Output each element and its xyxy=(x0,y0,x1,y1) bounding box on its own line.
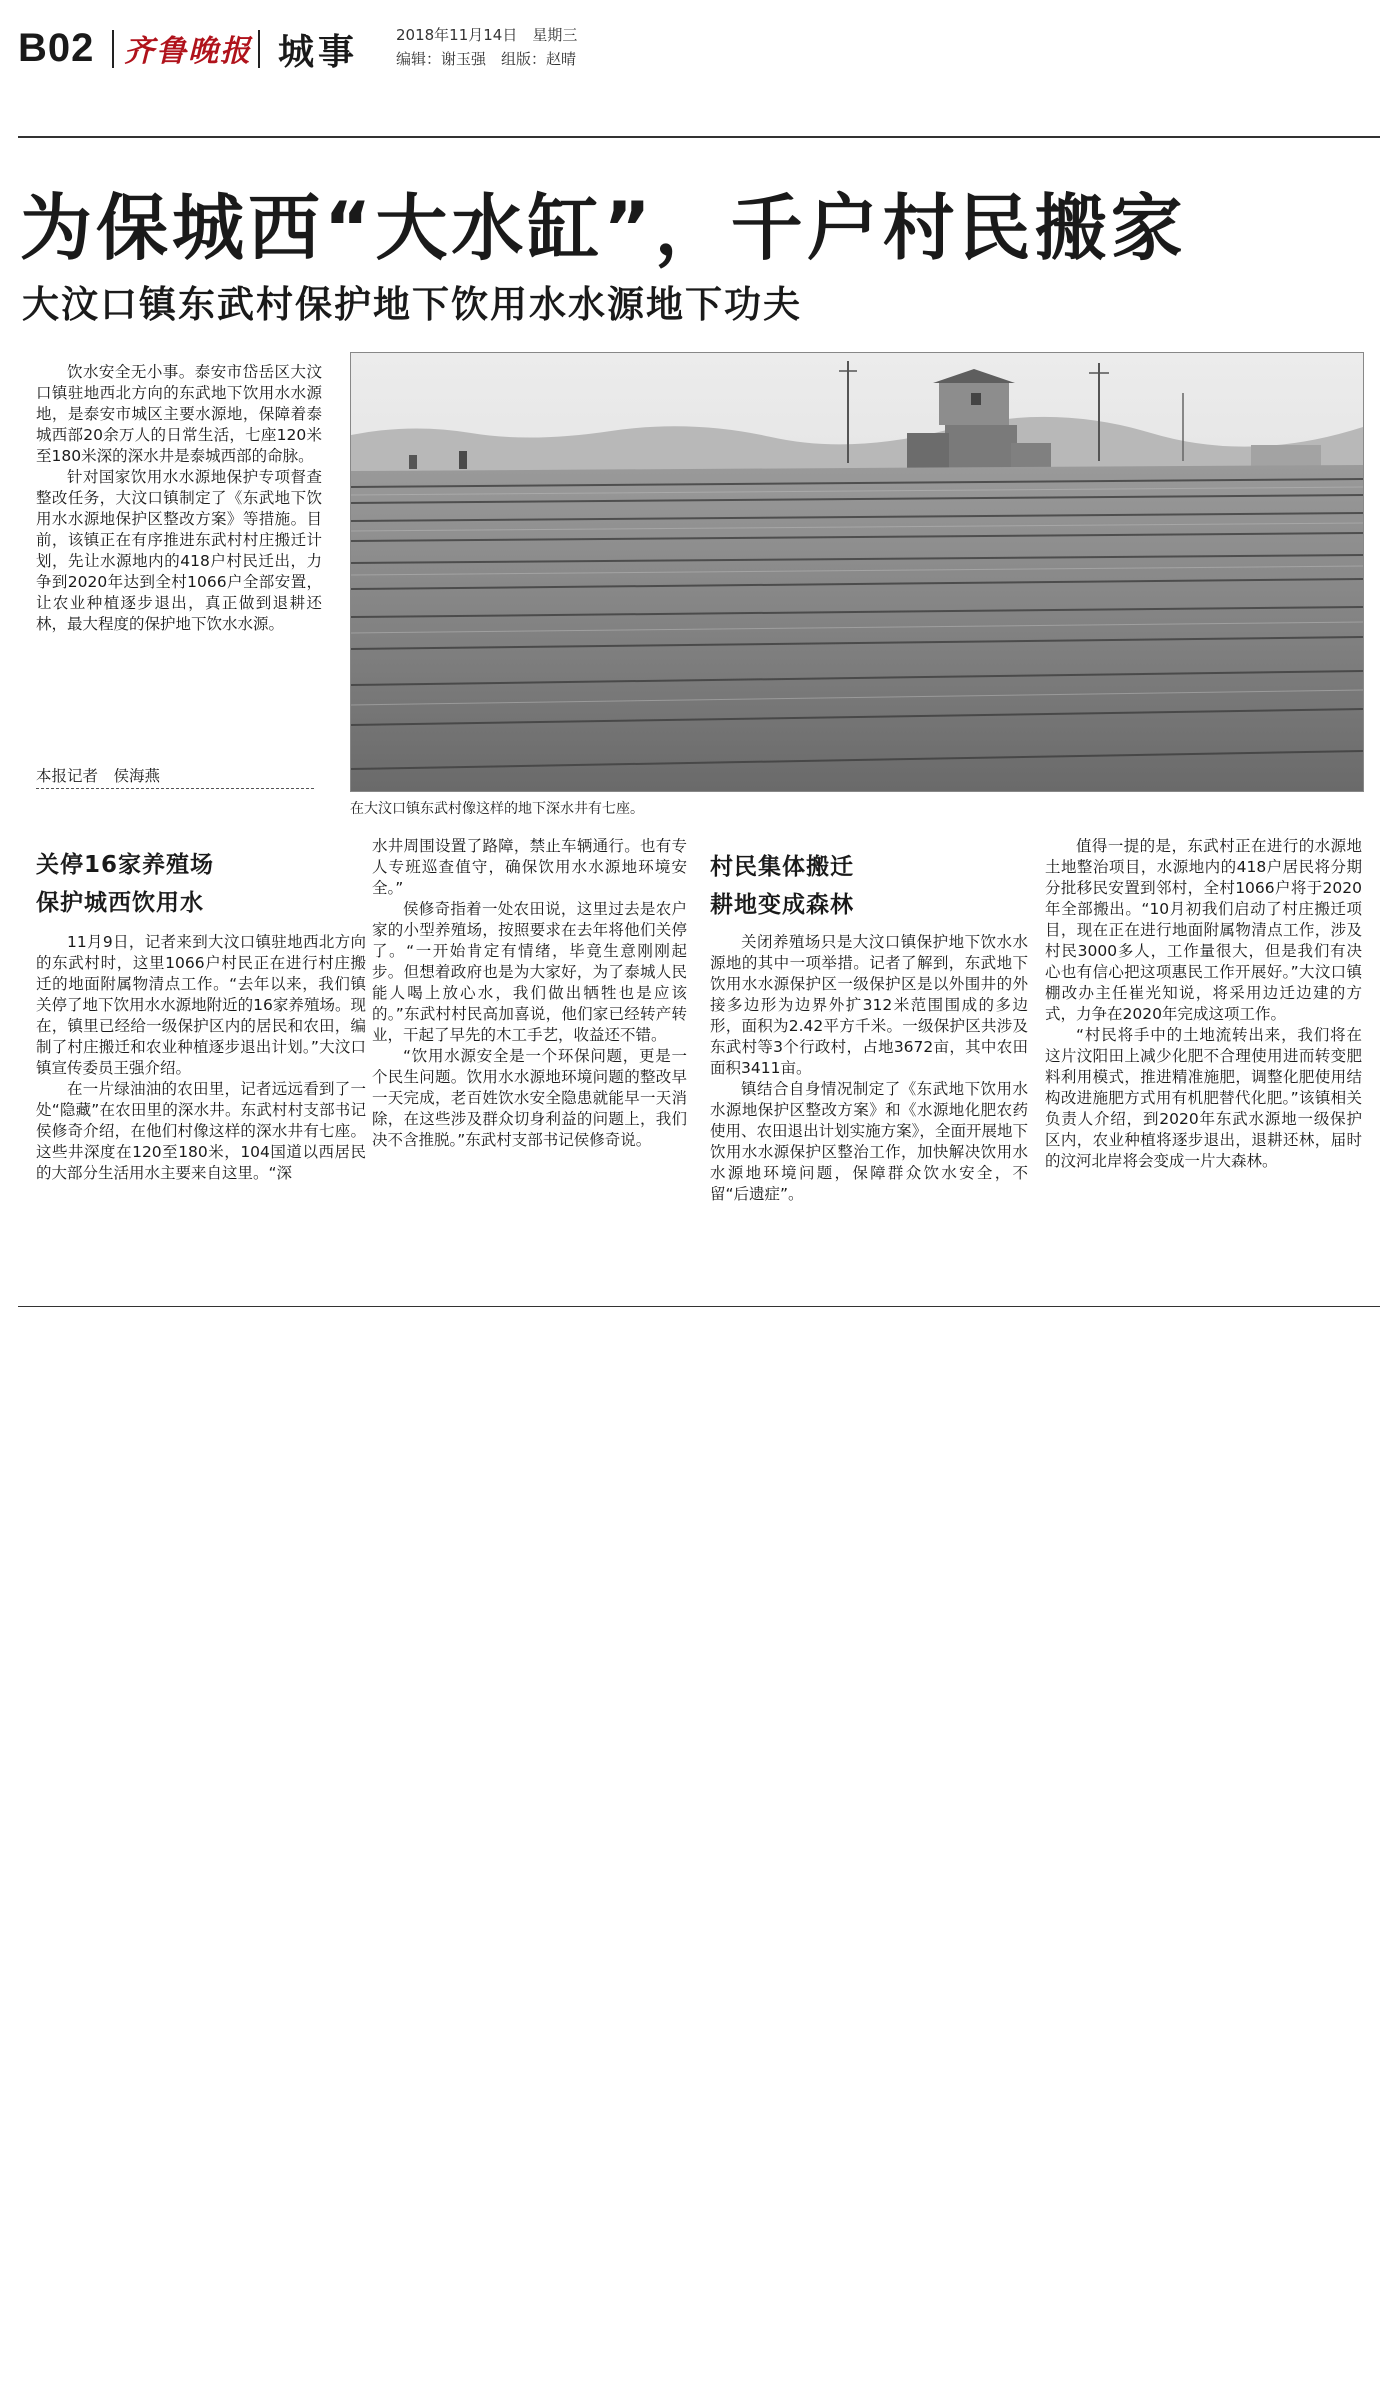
body-paragraph: 水井周围设置了路障，禁止车辆通行。也有专人专班巡查值守，确保饮用水水源地环境安全。” xyxy=(372,837,687,897)
editor-credits: 编辑：谢玉强 组版：赵晴 xyxy=(396,50,577,68)
body-paragraph: 镇结合自身情况制定了《东武地下饮用水水源地保护区整改方案》和《水源地化肥农药使用、农田退出计划实施方案》，全面开展地下饮用水水源保护区整治工作，加快解决饮用水水源地环境问题，保障群众饮水安全，不留“后遗症”。 xyxy=(710,1080,1028,1203)
header-rule xyxy=(18,136,1380,138)
page-number: B02 xyxy=(18,26,95,70)
column-2-body xyxy=(372,836,687,1151)
divider xyxy=(112,30,114,68)
column-4-body xyxy=(1045,836,1362,1172)
section-name: 城事 xyxy=(278,32,359,73)
body-paragraph: 侯修奇指着一处农田说，这里过去是农户家的小型养殖场，按照要求在去年将他们关停了。“一开始肯定有情绪，毕竟生意刚刚起步。但想着政府也是为大家好，为了泰城人民能人喝上放心水，我们做出牺牲也是应该的。”东武村村民高加喜说，他们家已经转产转业，干起了早先的木工手艺，收益还不错。 xyxy=(372,900,687,1044)
farmland-well-photo xyxy=(350,352,1364,792)
body-paragraph: “村民将手中的土地流转出来，我们将在这片汶阳田上减少化肥不合理使用进而转变肥料利用模式，推进精准施肥，调整化肥使用结构改进施肥方式用有机肥替代化肥。”该镇相关负责人介绍，到2020年东武水源地一级保护区内，农业种植将逐步退出，退耕还林，届时的汶河北岸将会变成一片大森林。 xyxy=(1045,1026,1362,1170)
lead-paragraph: 饮水安全无小事。泰安市岱岳区大汶口镇驻地西北方向的东武地下饮用水水源地，是泰安市城区主要水源地，保障着泰城西部20余万人的日常生活，七座120米至180米深的深水井是泰城西部的命脉。 xyxy=(36,363,322,465)
body-paragraph: 关闭养殖场只是大汶口镇保护地下饮水水源地的其中一项举措。记者了解到，东武地下饮用水水源保护区一级保护区是以外围井的外接多边形为边界外扩312米范围围成的多边形，面积为2.42平方千米。一级保护区共涉及东武村等3个行政村，占地3672亩，其中农田面积3411亩。 xyxy=(710,933,1028,1077)
newspaper-logo: 齐鲁晚报 xyxy=(124,34,252,69)
body-paragraph: “饮用水源安全是一个环保问题，更是一个民生问题。饮用水水源地环境问题的整改早一天完成，老百姓饮水安全隐患就能早一天消除，在这些涉及群众切身利益的问题上，我们决不含推脱。”东武村支部书记侯修奇说。 xyxy=(372,1047,687,1149)
body-paragraph: 11月9日，记者来到大汶口镇驻地西北方向的东武村时，这里1066户村民正在进行村庄搬迁的地面附属物清点工作。“去年以来，我们镇关停了地下饮用水水源地附近的16家养殖场。现在，镇里已经给一级保护区内的居民和农田，编制了村庄搬迁和农业种植逐步退出计划。”大汶口镇宣传委员王强介绍。 xyxy=(36,933,366,1077)
body-paragraph: 在一片绿油油的农田里，记者远远看到了一处“隐藏”在农田里的深水井。东武村村支部书记侯修奇介绍，在他们村像这样的深水井有七座。这些井深度在120至180米，104国道以西居民的大部分生活用水主要来自这里。“深 xyxy=(36,1080,366,1182)
column-3-body xyxy=(710,932,1028,1205)
section-heading: 耕地变成森林 xyxy=(710,892,854,918)
section-heading: 保护城西饮用水 xyxy=(36,890,204,916)
subheadline: 大汶口镇东武村保护地下饮用水水源地下功夫 xyxy=(22,283,802,326)
lead-paragraphs xyxy=(36,362,322,635)
article-bottom-rule xyxy=(18,1306,1380,1307)
section-heading: 村民集体搬迁 xyxy=(710,854,854,880)
divider xyxy=(258,30,260,68)
headline: 为保城西“大水缸”，千户村民搬家 xyxy=(20,186,1187,270)
photo-caption: 在大汶口镇东武村像这样的地下深水井有七座。 xyxy=(350,801,644,817)
issue-date: 2018年11月14日 星期三 xyxy=(396,26,578,44)
byline: 本报记者 侯海燕 xyxy=(36,764,314,789)
body-paragraph: 值得一提的是，东武村正在进行的水源地土地整治项目，水源地内的418户居民将分期分批移民安置到邻村，全村1066户将于2020年全部搬出。“10月初我们启动了村庄搬迁项目，现在正在进行地面附属物清点工作，涉及村民3000多人，工作量很大，但是我们有决心也有信心把这项惠民工作开展好。”大汶口镇棚改办主任崔光知说，将采用边迁边建的方式，力争在2020年完成这项工作。 xyxy=(1045,837,1362,1023)
column-1-body xyxy=(36,932,366,1184)
lead-paragraph: 针对国家饮用水水源地保护专项督查整改任务，大汶口镇制定了《东武地下饮用水水源地保护区整改方案》等措施。目前，该镇正在有序推进东武村村庄搬迁计划，先让水源地内的418户村民迁出，力争到2020年达到全村1066户全部安置，让农业种植逐步退出，真正做到退耕还林，最大程度的保护地下饮水水源。 xyxy=(36,468,322,633)
section-heading: 关停16家养殖场 xyxy=(36,852,215,878)
